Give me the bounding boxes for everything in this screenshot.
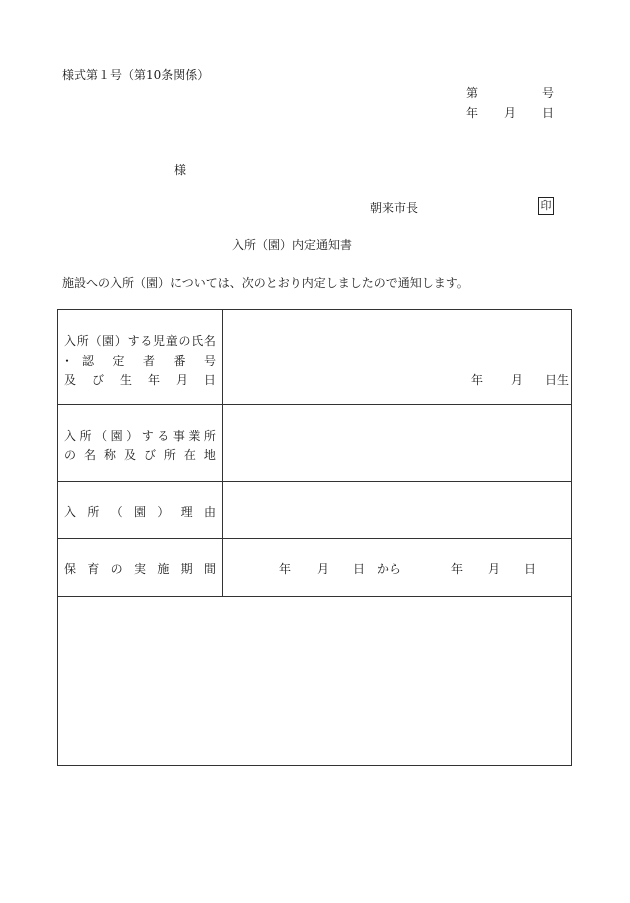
char: 園 [110,429,123,443]
char: る [157,429,170,443]
char: 所 [79,429,92,443]
period-from-day: 日 [353,562,366,576]
char: 事 [172,429,185,443]
label-child-info [58,310,223,404]
char: 定 [112,354,125,368]
row-facility [58,405,571,482]
char: 育 [87,562,100,576]
char: る [140,334,153,348]
label-child-info-line3 [64,371,216,388]
value-facility[interactable] [223,405,571,481]
char: 氏 [191,334,204,348]
period-from-year: 年 [279,562,292,576]
char: 入 [64,505,77,519]
char: （ [95,429,108,443]
char: 由 [203,505,216,519]
char: 及 [123,448,136,462]
char: 間 [203,562,216,576]
char: 番 [173,354,186,368]
date-month: 月 [504,106,517,120]
char: す [127,334,140,348]
char: び [91,373,104,387]
char: の [178,334,191,348]
seal-box: 印 [538,197,554,215]
char: 期 [180,562,193,576]
char: 者 [142,354,155,368]
char: 在 [183,448,196,462]
char: 及 [64,373,77,387]
label-child-info-line1 [64,332,216,349]
period-to-year: 年 [451,562,464,576]
date-day: 日 [542,106,555,120]
char: 業 [188,429,201,443]
row-child-info [58,310,571,405]
char: 園 [133,505,146,519]
birth-month: 月 [511,373,524,387]
char: 所 [76,334,89,348]
label-facility [58,405,223,481]
value-child-info[interactable] [223,310,571,404]
addressee-suffix: 様 [174,163,187,177]
char: す [141,429,154,443]
char: 児 [153,334,166,348]
bullet: ・ [61,354,74,368]
doc-number-go: 号 [542,86,555,100]
char: 号 [203,354,216,368]
char: 保 [64,562,77,576]
char: 童 [165,334,178,348]
period-from-month: 月 [317,562,330,576]
char: 入 [64,334,77,348]
char: 地 [203,448,216,462]
label-child-info-line2 [82,352,216,369]
char: 名 [83,448,96,462]
char: ） [114,334,127,348]
form-number: 様式第１号（第10条関係） [62,68,210,82]
char: 施 [157,562,170,576]
char: 所 [87,505,100,519]
char: ） [157,505,170,519]
char: 年 [147,373,160,387]
label-facility-line1 [64,427,216,444]
char: （ [89,334,102,348]
notes-area[interactable] [58,597,571,765]
char: 園 [102,334,115,348]
char: 日 [203,373,216,387]
notice-table [57,309,572,766]
doc-number-dai: 第 [466,86,479,100]
birth-year: 年 [471,373,484,387]
sender-name: 朝来市長 [370,201,419,215]
char: 所 [203,429,216,443]
char: 称 [103,448,116,462]
period-to-day: 日 [524,562,537,576]
intro-text: 施設への入所（園）については、次のとおり内定しましたので通知します。 [62,276,469,290]
char: 理 [180,505,193,519]
label-reason [58,482,223,538]
value-reason[interactable] [223,482,571,538]
period-to-month: 月 [488,562,501,576]
char: 実 [133,562,146,576]
char: び [143,448,156,462]
date-year: 年 [466,106,479,120]
char: 生 [119,373,132,387]
label-period [58,539,223,596]
value-period[interactable] [223,539,571,596]
char: ） [126,429,139,443]
char: （ [110,505,123,519]
document-title: 入所（園）内定通知書 [232,238,353,252]
char: 認 [82,354,95,368]
row-reason [58,482,571,539]
char: の [64,448,77,462]
label-period-line1 [64,560,216,577]
char: 所 [163,448,176,462]
char: 入 [64,429,77,443]
label-reason-line1 [64,503,216,520]
period-kara: から [377,562,402,576]
char: 月 [175,373,188,387]
birth-day: 日生 [545,373,570,387]
label-facility-line2 [64,446,216,463]
char: の [110,562,123,576]
row-period [58,539,571,597]
char: 名 [203,334,216,348]
